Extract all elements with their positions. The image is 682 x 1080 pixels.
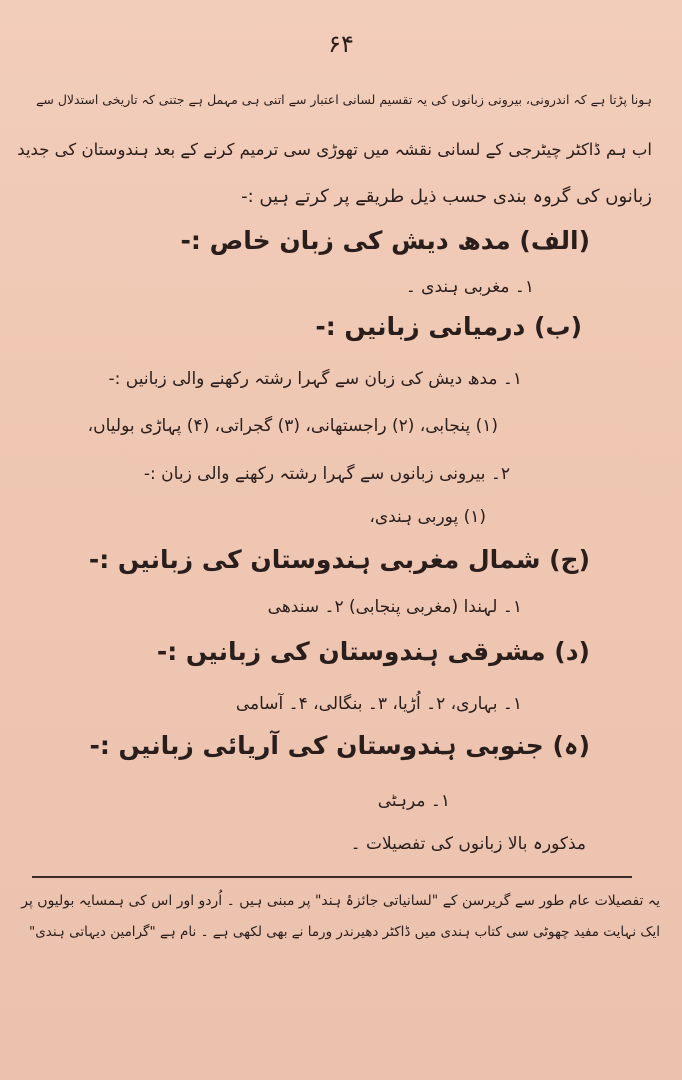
section-be-sub1-items: (۱) پنجابی، (۲) راجستھانی، (۳) گجراتی، (۴) پہاڑی بولیاں، <box>87 416 498 436</box>
page-number: ۶۴ <box>328 30 354 58</box>
section-jeem-items: ۱۔ لہندا (مغربی پنجابی) ۲۔ سندھی <box>267 597 522 617</box>
section-jeem-heading: (ج) شمال مغربی ہندوستان کی زبانیں :- <box>88 545 590 574</box>
section-he-heading: (ہ) جنوبی ہندوستان کی آریائی زبانیں :- <box>89 731 590 760</box>
section-dal-heading: (د) مشرقی ہندوستان کی زبانیں :- <box>156 637 590 666</box>
section-be-sub2-items: (۱) پوربی ہندی، <box>369 507 486 527</box>
section-be-sub2: ۲۔ بیرونی زبانوں سے گہرا رشتہ رکھنے والی زبان :- <box>143 464 510 484</box>
footnote-divider <box>32 876 632 878</box>
closing-line: مذکورہ بالا زبانوں کی تفصیلات ۔ <box>350 834 586 854</box>
section-alif-heading: (الف) مدھ دیش کی زبان خاص :- <box>180 226 590 255</box>
paragraph-line-1: ہونا پڑتا ہے کہ اندرونی، بیرونی زبانوں کی یہ تقسیم لسانی اعتبار سے اتنی ہی مہمل ہے جتنی کہ تاریخی استدلال سے <box>36 92 652 107</box>
section-alif-item: ۱۔ مغربی ہندی ۔ <box>405 277 534 297</box>
footnote-line-2: ایک نہایت مفید چھوٹی سی کتاب ہندی میں ڈاکٹر دھیرندر ورما نے بھی لکھی ہے ۔ نام ہے "گرامین دیہاتی ہندی" <box>29 924 660 940</box>
section-dal-items: ۱۔ بہاری، ۲۔ اُڑیا، ۳۔ بنگالی، ۴۔ آسامی <box>235 694 522 714</box>
section-be-sub1: ۱۔ مدھ دیش کی زبان سے گہرا رشتہ رکھنے والی زبانیں :- <box>108 369 522 389</box>
paragraph-line-3: زبانوں کی گروہ بندی حسب ذیل طریقے پر کرتے ہیں :- <box>241 186 652 207</box>
footnote-line-1: یہ تفصیلات عام طور سے گریرسن کے "لسانیاتی جائزۂ ہند" پر مبنی ہیں ۔ اُردو اور اس کی ہمسایہ بولیوں پر <box>21 893 660 909</box>
section-he-items: ۱۔ مرہٹی <box>377 791 450 811</box>
paragraph-line-2: اب ہم ڈاکٹر چیٹرجی کے لسانی نقشہ میں تھوڑی سی ترمیم کرنے کے بعد ہندوستان کی جدید <box>17 140 652 159</box>
section-be-heading: (ب) درمیانی زبانیں :- <box>315 312 582 341</box>
